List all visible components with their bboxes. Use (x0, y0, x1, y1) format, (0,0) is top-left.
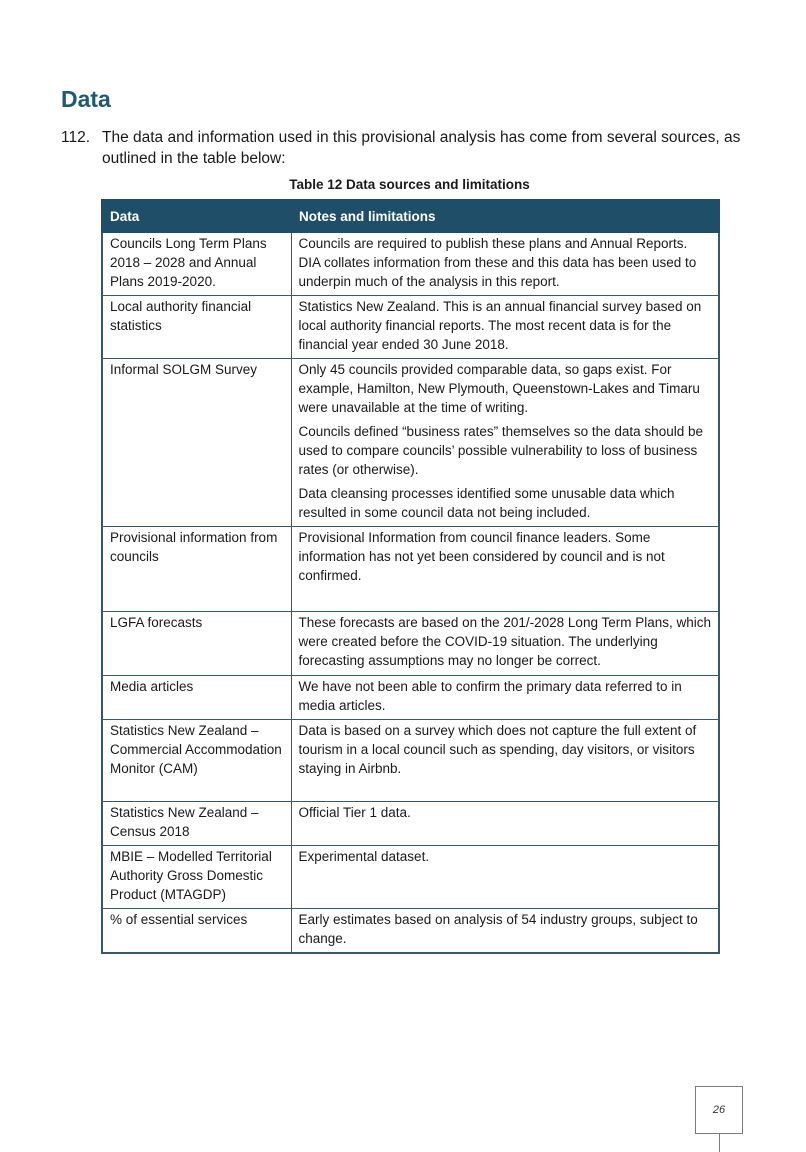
page-number: 26 (712, 1104, 726, 1116)
note-text: Statistics New Zealand. This is an annual financial survey based on local authority financial reports. The most recent data is for the financial year ended 30 June 2018. (298, 299, 702, 352)
table-row (102, 846, 719, 909)
table-row (102, 676, 719, 720)
paragraph-number: 112. (61, 129, 91, 146)
note-text: These forecasts are based on the 201/-2028 Long Term Plans, which were created before the COVID-19 situation. The underlying forecasting assumptions may no longer be correct. (298, 615, 712, 668)
note-text: Official Tier 1 data. (298, 805, 411, 820)
table-row (102, 359, 719, 527)
page-number-connector-line (719, 1134, 720, 1152)
note-text: Councils defined “business rates” themselves so the data should be used to compare councils’ possible vulnerability to loss of business rates (or otherwise). (298, 424, 703, 477)
cell-notes (291, 676, 719, 720)
paragraph-112 (61, 127, 751, 169)
cell-data-source: MBIE – Modelled Territorial Authority Gross Domestic Product (MTAGDP) (102, 846, 291, 909)
note-text: Councils are required to publish these plans and Annual Reports. DIA collates information from these and this data has been used to underpin much of the analysis in this report. (298, 236, 697, 289)
table-row (102, 909, 719, 954)
table-row (102, 527, 719, 612)
note-text: Provisional Information from council finance leaders. Some information has not yet been considered by council and is not confirmed. (298, 530, 665, 583)
table-header-row (102, 200, 719, 232)
cell-data-source: Councils Long Term Plans 2018 – 2028 and Annual Plans 2019-2020. (102, 232, 291, 296)
note-text: Only 45 councils provided comparable data, so gaps exist. For example, Hamilton, New Plymouth, Queenstown-Lakes and Timaru were unavailable at the time of writing. (298, 362, 700, 415)
header-data: Data (102, 200, 291, 232)
cell-notes (291, 802, 719, 846)
note-text: Experimental dataset. (298, 849, 430, 864)
cell-notes (291, 846, 719, 909)
table-caption: Table 12 Data sources and limitations (289, 177, 530, 192)
cell-notes (291, 359, 719, 527)
paragraph-text: The data and information used in this provisional analysis has come from several sources, as outlined in the table below: (102, 129, 741, 167)
cell-data-source: Statistics New Zealand – Commercial Accommodation Monitor (CAM) (102, 720, 291, 802)
cell-data-source: LGFA forecasts (102, 612, 291, 676)
header-notes: Notes and limitations (291, 200, 719, 232)
cell-data-source: Media articles (102, 676, 291, 720)
section-title: Data (61, 86, 111, 112)
cell-notes (291, 527, 719, 612)
cell-notes (291, 612, 719, 676)
cell-data-source: % of essential services (102, 909, 291, 954)
cell-notes (291, 720, 719, 802)
table-row (102, 296, 719, 359)
cell-notes (291, 232, 719, 296)
table-row (102, 802, 719, 846)
note-text: Early estimates based on analysis of 54 industry groups, subject to change. (298, 912, 698, 946)
cell-data-source: Statistics New Zealand – Census 2018 (102, 802, 291, 846)
note-text: Data cleansing processes identified some unusable data which resulted in some council data not being included. (298, 486, 675, 520)
data-sources-table (101, 199, 720, 954)
cell-notes (291, 296, 719, 359)
note-text: Data is based on a survey which does not capture the full extent of tourism in a local council such as spending, day visitors, or visitors staying in Airbnb. (298, 723, 697, 776)
table-row (102, 720, 719, 802)
page-number-box (695, 1086, 743, 1134)
table-row (102, 612, 719, 676)
cell-data-source: Informal SOLGM Survey (102, 359, 291, 527)
note-text: We have not been able to confirm the primary data referred to in media articles. (298, 679, 682, 713)
cell-data-source: Local authority financial statistics (102, 296, 291, 359)
table-row (102, 232, 719, 296)
cell-notes (291, 909, 719, 954)
cell-data-source: Provisional information from councils (102, 527, 291, 612)
